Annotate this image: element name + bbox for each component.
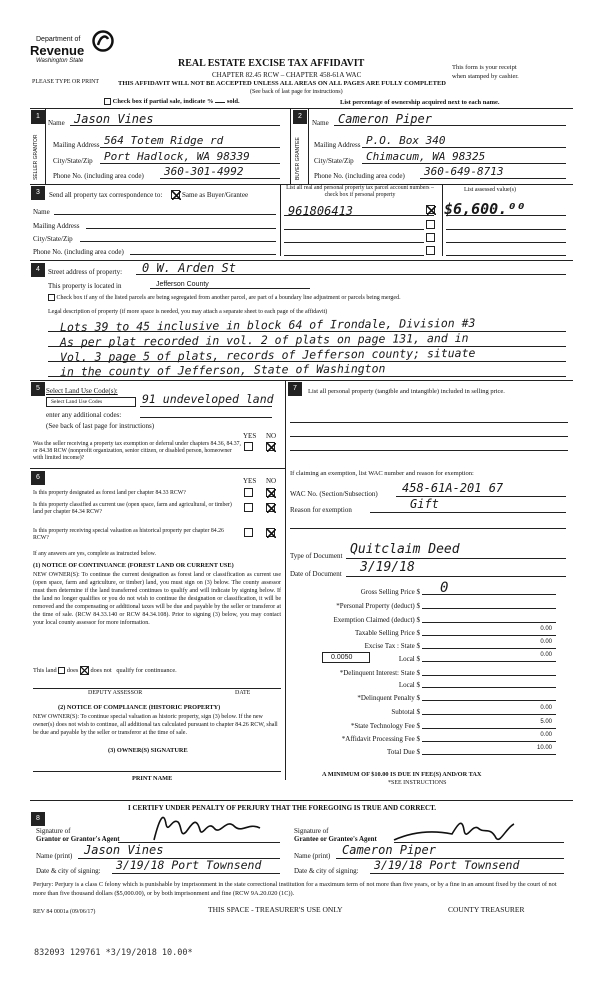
affidavit-fee-value: 0.00 [540,732,552,738]
section3-number: 3 [31,186,45,200]
personal-property-label: List all personal property (tangible and intangible) included in selling price. [308,388,505,395]
parcel-personal-checkbox-4[interactable] [426,246,435,255]
grantee-name-label: Name (print) [294,852,331,860]
local-label: Local $ [398,655,420,663]
section1-number: 1 [31,110,45,124]
county-treasurer: COUNTY TREASURER [448,905,525,914]
q2-yes-checkbox[interactable] [244,503,253,512]
seller-mailing: 564 Totem Ridge rd [104,134,224,147]
s5-see-back: (See back of last page for instructions) [46,422,155,430]
does-label: does [66,666,79,674]
buyer-side-label: BUYER GRANTEE [295,137,301,180]
seller-city-label: City/State/Zip [53,157,93,165]
notice2-title: (2) NOTICE OF COMPLIANCE (HISTORIC PROPERTY) [58,704,221,711]
same-as-buyer-label: Same as Buyer/Grantee [182,191,249,199]
s3-name-label: Name [33,208,50,216]
s5-yes: YES [243,432,257,440]
land-use-value: 91 undeveloped land [142,392,274,406]
tech-fee-value: 5.00 [540,719,552,725]
subtotal-label: Subtotal $ [391,708,420,716]
certify-statement: I CERTIFY UNDER PENALTY OF PERJURY THAT THE FOREGOING IS TRUE AND CORRECT. [128,804,437,812]
delinq-pen-label: *Delinquent Penalty $ [357,694,420,702]
buyer-name-label: Name [312,119,329,127]
deputy-date-label: DATE [235,690,251,696]
q-historical: Is this property receiving special valuation as historical property per chapter 84.26 RCW? [33,528,224,541]
grantor-print-name: Jason Vines [84,843,164,857]
exemption-claim-label: If claiming an exemption, list WAC number and reason for exemption: [290,470,474,477]
assessed-header: List assessed value(s) [464,187,516,193]
owner-signature-label: (3) OWNER(S) SIGNATURE [108,747,188,754]
qualify-label: qualify for continuance. [116,666,177,674]
land-use-select-label: Select Land Use Codes [51,399,103,405]
q3-no-checkbox[interactable] [266,528,275,537]
doc-date: 3/19/18 [360,560,415,575]
s3-phone-label: Phone No. (including area code) [33,248,124,256]
section7-number: 7 [288,382,302,396]
dept-line1: Department of [36,36,81,43]
minimum-note-2: *SEE INSTRUCTIONS [388,780,447,786]
s5-yes-checkbox[interactable] [244,442,253,451]
grantee-sig-label-1: Signature of [294,827,329,835]
taxable-label: Taxable Selling Price $ [354,629,420,637]
buyer-city: Chimacum, WA 98325 [366,150,486,163]
q2-no-checkbox[interactable] [266,503,275,512]
wac-value: 458-61A-201 67 [402,481,504,495]
s3-mailing-label: Mailing Address [33,222,80,230]
does-not-label: does not [90,666,112,674]
legal-line-1: Lots 39 to 45 inclusive in block 64 of Irondale, Division #3 [59,315,476,335]
tech-fee-label: *State Technology Fee $ [350,722,420,730]
treasurer-space: THIS SPACE - TREASURER'S USE ONLY [208,905,343,914]
legal-label: Legal description of property (if more space is needed, you may attach a separate sheet to each page of the affidavit) [48,309,328,315]
legal-line-4: in the county of Jefferson, State of Washington [59,361,386,379]
section5-number: 5 [31,382,45,396]
buyer-mailing-label: Mailing Address [314,141,361,149]
grantee-date-label: Date & city of signing: [294,867,359,875]
s3-city-label: City/State/Zip [33,235,73,243]
receipt-note-2: when stamped by cashier. [452,73,519,80]
doc-type-label: Type of Document [290,552,343,560]
form-warning: THIS AFFIDAVIT WILL NOT BE ACCEPTED UNLESS ALL AREAS ON ALL PAGES ARE FULLY COMPLETED [118,80,446,87]
legal-line-2: As per plat recorded in vol. 2 of plats on page 131, and in [59,330,469,350]
s5-no-checkbox[interactable] [266,442,275,451]
segregation-row [48,294,401,301]
please-type: PLEASE TYPE OR PRINT [32,79,100,85]
local2-label: Local $ [398,681,420,689]
buyer-mailing: P.O. Box 340 [366,134,446,147]
partial-sale-sold: sold. [226,98,240,105]
form-see-back: (See back of last page for instructions) [250,89,343,95]
local-rate-box [322,652,370,663]
dept-line2: Revenue [30,43,85,58]
grantor-signature [150,810,280,844]
subtotal-value: 0.00 [540,705,552,711]
notice1-body: NEW OWNER(S): To continue the current designation as forest land or classification as current use (open space, farm and agriculture, or timber) land, you must sign on (3) below. The county assessor must then determine if the land transferred continues to qualify and will indicate by signing below. If the land no longer qualifies or you do not wish to continue the designation or classification, it will be removed and the compensating or additional taxes will be due and payable by the seller or transferor at the time of sale. (RCW 84.33.140 or RCW 84.34.108). Prior to signing (3) below, you may contact your local county assessor for more information. [33,572,281,626]
seller-mailing-label: Mailing Address [53,141,100,149]
if-yes-note: If any answers are yes, complete as instructed below. [33,551,156,557]
grantor-sig-label-1: Signature of [36,827,71,835]
form-number: REV 84 0001a (09/06/17) [33,909,96,915]
notice1-title: (1) NOTICE OF CONTINUANCE (FOREST LAND OR CURRENT USE) [33,562,234,569]
additional-codes-label: enter any additional codes: [46,411,122,419]
dor-logo [30,30,120,70]
parcel-personal-checkbox-2[interactable] [426,220,435,229]
send-correspondence-label: Send all property tax correspondence to: [49,191,163,199]
s6-yes: YES [243,477,257,485]
grantee-date-city: 3/19/18 Port Townsend [374,858,520,872]
grantor-name-label: Name (print) [36,852,73,860]
parcel-header: List all real and personal property tax parcel account numbers – check box if personal property [286,185,434,198]
buyer-city-label: City/State/Zip [314,157,354,165]
excise-state-label: Excise Tax : State $ [364,642,420,650]
segregation-label: Check box if any of the listed parcels are being segregated from another parcel, are part of a boundary line adjustment or parcels being merged. [56,294,401,301]
gross-label: Gross Selling Price $ [360,588,420,596]
seller-phone-label: Phone No. (including area code) [53,172,144,180]
taxable-value: 0.00 [540,626,552,632]
delinq-int-label: *Delinquent Interest: State $ [339,669,420,677]
continuance-row [33,666,177,675]
form-title: REAL ESTATE EXCISE TAX AFFIDAVIT [178,58,365,69]
county: Jefferson County [156,281,209,288]
grantor-date-city: 3/19/18 Port Townsend [116,858,262,872]
perjury-note: Perjury: Perjury is a class C felony which is punishable by imprisonment in the state correctional institution for a maximum term of not more than five years, or by a fine in an amount fixed by the court of not more than five thousand dollars ($5,000.00), or by both imprisonment and fine (RCW 9A.20.020 (1C)). [33,881,557,897]
seller-name-label: Name [48,119,65,127]
print-name-label: PRINT NAME [132,775,173,782]
partial-sale-checkbox[interactable] [104,98,111,105]
q3-yes-checkbox[interactable] [244,528,253,537]
grantee-sig-label-2: Grantee or Grantee's Agent [294,835,377,843]
exemption-question: Was the seller receiving a property tax exemption or deferral under chapters 84.36, 84.37, or 84.38 RCW (nonprofit organization, senior citizen, or disabled person, homeowner with limited income)? [33,441,241,461]
parcel-personal-checkbox-1[interactable] [426,205,435,214]
minimum-note-1: A MINIMUM OF $10.00 IS DUE IN FEE(S) AND/OR TAX [322,771,482,778]
assessed-value: $6,600.⁰⁰ [444,200,526,218]
does-checkbox[interactable] [58,667,65,674]
dor-logo-icon [92,30,114,52]
total-due-value: 10.00 [536,745,552,751]
q-current-use: Is this property classified as current use (open space, farm and agricultural, or timber) land per chapter 84.34 RCW? [33,502,232,515]
land-use-select[interactable] [46,397,136,407]
segregation-checkbox[interactable] [48,294,55,301]
section2-number: 2 [293,110,307,124]
located-label: This property is located in [48,282,122,290]
doc-type: Quitclaim Deed [350,542,460,557]
buyer-phone: 360-649-8713 [424,165,504,178]
partial-sale-row [104,98,240,105]
wac-label: WAC No. (Section/Subsection) [290,490,378,498]
parcel-number: 961806413 [288,204,354,218]
q1-no-checkbox[interactable] [266,488,275,497]
total-due-label: Total Due $ [387,748,420,756]
personal-deduct-label: *Personal Property (deduct) $ [336,602,420,610]
local-value: 0.00 [540,652,552,658]
grantor-date-label: Date & city of signing: [36,867,101,875]
reason-value: Gift [410,497,439,511]
street-address: 0 W. Arden St [142,261,236,275]
s5-no: NO [266,432,277,440]
receipt-stamp: 832093 129761 *3/19/2018 10.00* [34,948,193,958]
q-forest-land: Is this property designated as forest land per chapter 84.33 RCW? [33,490,186,496]
land-use-label: Select Land Use Code(s): [46,387,118,395]
section4-number: 4 [31,263,45,277]
grantor-sig-label-2: Grantor or Grantor's Agent [36,835,120,843]
buyer-name: Cameron Piper [338,112,432,126]
s6-no: NO [266,477,277,485]
legal-line-3: Vol. 3 page 5 of plats, records of Jefferson county; situate [59,345,476,365]
street-label: Street address of property: [48,268,123,276]
affidavit-fee-label: *Affidavit Processing Fee $ [341,735,420,743]
section8-number: 8 [31,812,45,826]
deputy-assessor-label: DEPUTY ASSESSOR [88,690,143,696]
grantee-signature [392,814,522,846]
seller-city: Port Hadlock, WA 98339 [104,150,250,163]
section6-number: 6 [31,471,45,485]
parcel-personal-checkbox-3[interactable] [426,233,435,242]
partial-sale-label: Check box if partial sale, indicate % [112,98,214,105]
seller-side-label: SELLER GRANTOR [33,134,39,180]
q1-yes-checkbox[interactable] [244,488,253,497]
buyer-phone-label: Phone No. (including area code) [314,172,405,180]
notice2-body: NEW OWNER(S): To continue special valuation as historic property, sign (3) below. If the new owner(s) does not wish to continue, all additional tax calculated pursuant to chapter 84.26 RCW, shall be due and payable by the seller or transferor at the time of sale. [33,714,278,736]
excise-state-value: 0.00 [540,639,552,645]
same-as-buyer-checkbox[interactable] [171,190,180,199]
grantee-print-name: Cameron Piper [342,843,436,857]
exemption-deduct-label: Exemption Claimed (deduct) $ [333,616,420,624]
seller-name: Jason Vines [74,112,154,126]
receipt-note-1: This form is your receipt [452,64,517,71]
does-not-checkbox[interactable] [80,666,89,675]
form-chapter: CHAPTER 82.45 RCW – CHAPTER 458-61A WAC [212,71,362,79]
gross-value: 0 [440,580,449,596]
dept-line3: Washington State [36,58,84,64]
seller-phone: 360-301-4992 [164,165,244,178]
local-rate: 0.0050 [331,654,353,661]
reason-label: Reason for exemption [290,506,352,514]
list-pct-note: List percentage of ownership acquired next to each name. [340,99,500,106]
this-land-label: This land [33,666,57,674]
doc-date-label: Date of Document [290,570,342,578]
